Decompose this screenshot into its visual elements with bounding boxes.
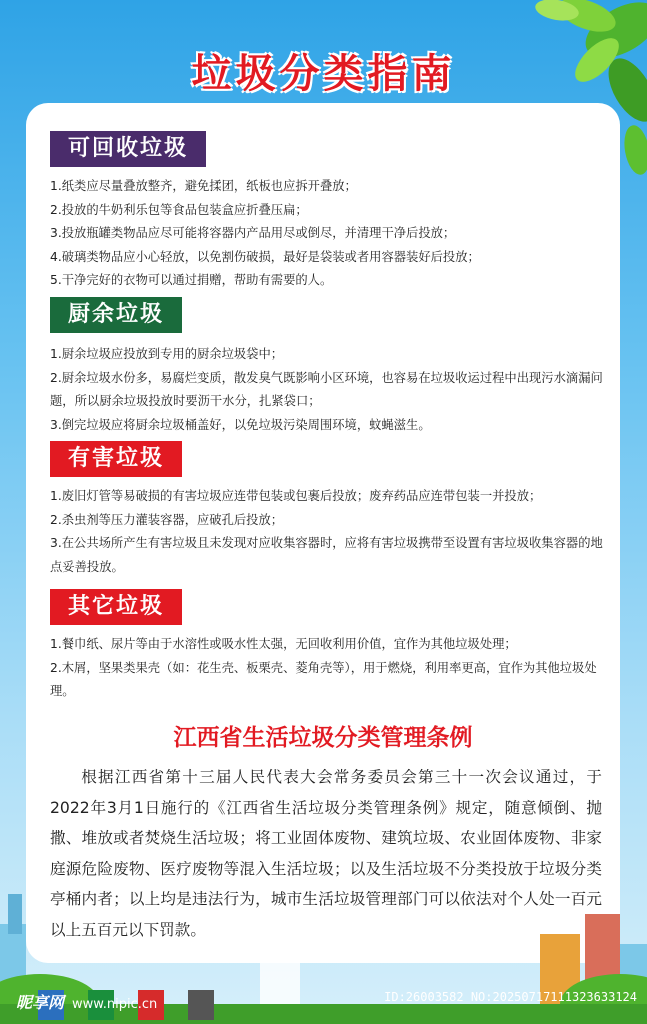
regulation-body: 根据江西省第十三届人民代表大会常务委员会第三十一次会议通过，于2022年3月1日施行的《江西省生活垃圾分类管理条例》规定，随意倾倒、抛撒、堆放或者焚烧生活垃圾；将工业固体废物、建筑垃圾、农业固体废物、非家庭源危险废物、医疗废物等混入生活垃圾；以及生活垃圾不分类投放于垃圾分类亭桶内者；以上均是违法行为，城市生活垃圾管理部门可以依法对个人处一百元以上五百元以下罚款。 xyxy=(50,768,602,939)
section-label-hazardous: 有害垃圾 xyxy=(50,441,182,477)
recyclable-list xyxy=(50,175,605,293)
regulation-title: 江西省生活垃圾分类管理条例 xyxy=(173,725,473,751)
kitchen-list xyxy=(50,343,605,437)
page-title: 垃圾分类指南 xyxy=(191,51,456,97)
list-item: 1.废旧灯管等易破损的有害垃圾应连带包装或包裹后投放；废弃药品应连带包装一并投放； xyxy=(50,489,542,503)
section-label-other: 其它垃圾 xyxy=(50,589,182,625)
list-item: 2.厨余垃圾水份多，易腐烂变质，散发臭气既影响小区环境，也容易在垃圾收运过程中出现污水滴漏问题，所以厨余垃圾投放时要沥干水分，扎紧袋口； xyxy=(50,370,603,408)
watermark-brand: 昵享网 www.nipic.cn xyxy=(16,993,158,1012)
section-label-kitchen: 厨余垃圾 xyxy=(50,297,182,333)
list-item: 3.在公共场所产生有害垃圾且未发现对应收集容器时，应将有害垃圾携带至设置有害垃圾收集容器的地点妥善投放。 xyxy=(50,536,603,574)
other-list xyxy=(50,633,605,704)
list-item: 2.杀虫剂等压力灌装容器，应破孔后投放； xyxy=(50,512,284,527)
section-label-recyclable: 可回收垃圾 xyxy=(50,131,206,167)
watermark-url: www.nipic.cn xyxy=(72,997,158,1012)
list-item: 1.厨余垃圾应投放到专用的厨余垃圾袋中； xyxy=(50,347,284,361)
content-card xyxy=(26,103,620,963)
list-item: 2.投放的牛奶利乐包等食品包装盒应折叠压扁； xyxy=(50,202,308,217)
list-item: 2.木屑，坚果类果壳（如：花生壳、板栗壳、菱角壳等），用于燃烧，利用率更高，宜作为其他垃圾处理。 xyxy=(50,660,597,698)
list-item: 5.干净完好的衣物可以通过捐赠，帮助有需要的人。 xyxy=(50,273,333,287)
watermark-id: ID:26003582 NO:20250717111323633124 xyxy=(384,990,637,1004)
list-item: 1.餐巾纸、尿片等由于水溶性或吸水性太强，无回收利用价值，宜作为其他垃圾处理； xyxy=(50,637,517,651)
list-item: 3.倒完垃圾应将厨余垃圾桶盖好，以免垃圾污染周围环境，蚊蝇滋生。 xyxy=(50,417,431,432)
list-item: 1.纸类应尽量叠放整齐，避免揉团，纸板也应拆开叠放； xyxy=(50,179,357,193)
list-item: 4.破璃类物品应小心轻放，以免割伤破损，最好是袋装或者用容器装好后投放； xyxy=(50,249,480,264)
list-item: 3.投放瓶罐类物品应尽可能将容器内产品用尽或倒尽，并清理干净后投放； xyxy=(50,226,456,240)
hazardous-list xyxy=(50,485,605,579)
